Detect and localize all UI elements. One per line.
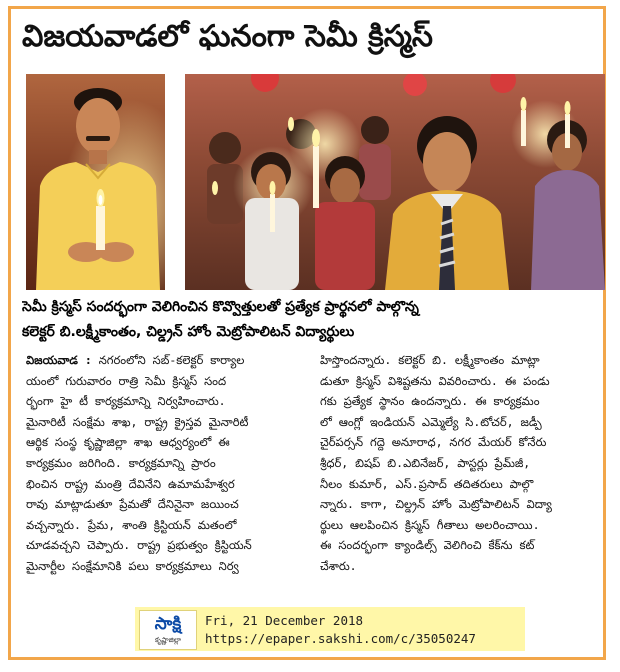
headline: విజయవాడలో ఘనంగా సెమీ క్రిస్మస్	[22, 19, 433, 54]
sakshi-logo-text: సాక్షి	[154, 614, 182, 634]
epaper-source-badge	[135, 607, 525, 651]
photo-caption-line-2: కలెక్టర్ బి.లక్ష్మీకాంతం, చిల్డ్రన్ హోం మెట్రోపాలిటన్ విద్యార్థులు	[22, 324, 355, 340]
sakshi-logo-edition: కృష్ణాజిల్లా	[154, 636, 182, 644]
article-line: గకు ప్రత్యేక స్థానం ఉందన్నారు. ఈ కార్యక్రమం	[320, 394, 540, 409]
article-line: ర్భంగా హై టీ కార్యక్రమాన్ని నిర్వహించారు.	[26, 394, 226, 409]
article-line: కార్యక్రమం జరిగింది. కార్యక్రమాన్ని ప్రారం	[26, 455, 216, 470]
publication-date: Fri, 21 December 2018	[205, 613, 364, 628]
article-column-left	[26, 350, 308, 577]
article-line: నీలం కుమార్, ఎస్.ప్రసాద్ తదితరులు పాల్గొ	[320, 476, 534, 491]
article-line: వచ్చన్నారు. ప్రేమ, శాంతి క్రిస్టియన్ మతంలో	[26, 517, 237, 532]
article-line: యంలో గురువారం రాత్రి సెమీ క్రిస్మస్ సంద	[26, 373, 227, 388]
photo-caption-line-1: సెమీ క్రిస్మస్ సందర్భంగా వెలిగించిన కొవ్వొత్తులతో ప్రత్యేక ప్రార్థనలో పాల్గొన్న	[22, 299, 419, 315]
dateline: విజయవాడ :	[26, 353, 92, 367]
article-line: లో ఆంగ్లో ఇండియన్ ఎమ్మెల్యే సి.టోచర్, జడ్పీ	[320, 414, 542, 429]
article-line: శ్రీధర్, బిషప్ బి.ఎబినేజర్, పాస్టర్లు ప్రేమ్‌జీ,	[320, 455, 531, 470]
article-line: మైనార్టీల సంక్షేమానికి పలు కార్యక్రమాలు నిర్వ	[26, 558, 239, 573]
sakshi-logo	[139, 610, 197, 650]
article-line: ఆర్థిక సంస్థ కృష్ణాజిల్లా శాఖ ఆధ్వర్యంలో ఈ	[26, 435, 230, 450]
article-line: చేశారు.	[320, 558, 357, 573]
article-line: మైనారిటీ సంక్షేమ శాఖ, రాష్ట్ర క్రైస్తవ మైనారిటీ	[26, 414, 249, 429]
article-line-text: నగరంలోని సబ్-కలెక్టర్ కార్యాల	[91, 353, 245, 367]
article-line	[26, 350, 308, 371]
article-column-right	[320, 350, 602, 577]
collector-photo	[26, 74, 165, 290]
article-line: చైర్‌పర్సన్ గద్దె అనూరాధ, నగర మేయర్ కోనేరు	[320, 435, 547, 450]
article-line: హిస్తొందన్నారు. కలెక్టర్ బి. లక్ష్మీకాంతం మాట్లా	[320, 353, 540, 367]
article-line: ర్థులు ఆలపించిన క్రిస్మస్ గీతాలు అలరించాయి.	[320, 517, 540, 532]
article-line: భించిన రాష్ట్ర మంత్రి దేవినేని ఉమామహేశ్వర	[26, 476, 235, 491]
epaper-link[interactable]: https://epaper.sakshi.com/c/35050247	[205, 631, 476, 646]
collector-illustration	[26, 74, 165, 290]
article-line: చూడవచ్చని చెప్పారు. రాష్ట్ర ప్రభుత్వం క్రిస్టియన్	[26, 538, 252, 553]
article-line: డుతూ క్రిస్మస్ విశిష్టతను వివరించారు. ఈ పండు	[320, 373, 550, 388]
article-line: ఈ సందర్భంగా క్యాండిల్స్ వెలిగించి కేక్‌ను కట్	[320, 538, 535, 553]
children-illustration	[185, 74, 605, 290]
article-line: న్నారు. కాగా, చిల్డ్రన్ హోం మెట్రోపాలిటన్ విద్యా	[320, 497, 552, 512]
article-line: రావు మాట్లాడుతూ ప్రేమతో దేనినైనా జయించ	[26, 497, 239, 512]
children-candles-photo	[185, 74, 605, 290]
